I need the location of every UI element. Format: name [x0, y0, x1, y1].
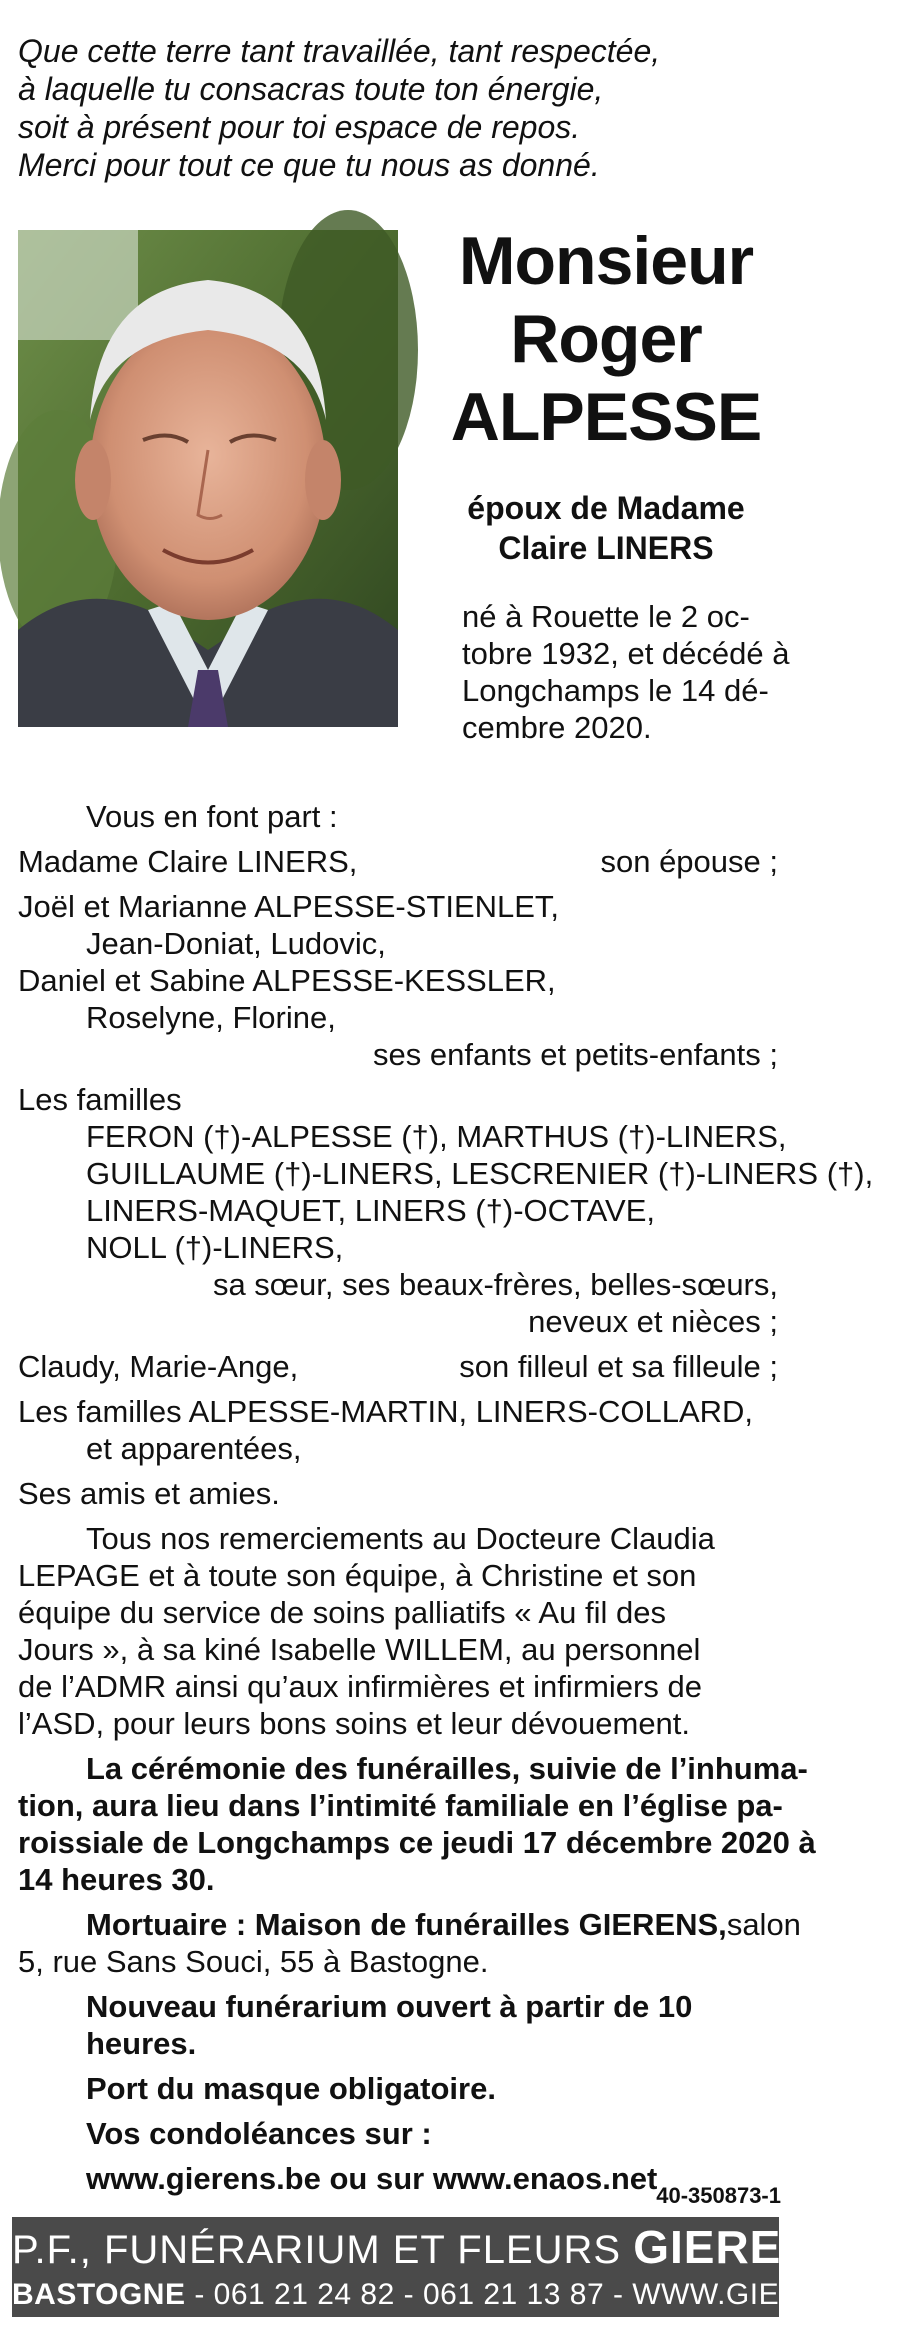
- ceremony-line: roissiale de Longchamps ce jeudi 17 décembre 2020 à: [18, 1825, 816, 1860]
- birth-line: Longchamps le 14 dé-: [462, 673, 769, 708]
- banner-brand: GIERENS: [633, 2221, 848, 2273]
- ceremony-line: 14 heures 30.: [18, 1862, 215, 1897]
- notice-line: Nouveau funérarium ouvert à partir de 10 heures.: [86, 1989, 693, 2061]
- thanks-line: équipe du service de soins palliatifs « Au fil des: [18, 1595, 666, 1630]
- family-member: Roselyne, Florine,: [86, 1000, 336, 1035]
- mortuary-paragraph: [18, 1906, 801, 1980]
- family-member: Ses amis et amies.: [18, 1476, 280, 1511]
- spouse-line: Claire LINERS: [498, 530, 714, 566]
- spouse-line: époux de Madame: [467, 490, 745, 526]
- reference-code: 40-350873-1: [656, 2183, 781, 2208]
- thanks-line: Jours », à sa kiné Isabelle WILLEM, au personnel: [18, 1632, 701, 1667]
- family-member: LINERS-MAQUET, LINERS (†)-OCTAVE,: [86, 1193, 655, 1228]
- family-member: et apparentées,: [86, 1431, 302, 1466]
- mortuary-text: salon: [726, 1907, 801, 1942]
- family-member: Les familles: [18, 1082, 182, 1117]
- family-member: GUILLAUME (†)-LINERS, LESCRENIER (†)-LINERS (†),: [86, 1156, 874, 1191]
- family-member: Daniel et Sabine ALPESSE-KESSLER,: [18, 963, 556, 998]
- thanks-line: de l’ADMR ainsi qu’aux infirmières et infirmiers de: [18, 1669, 702, 1704]
- family-member: Les familles ALPESSE-MARTIN, LINERS-COLLARD,: [18, 1394, 754, 1429]
- banner-prefix: P.F., FUNÉRARIUM ET FLEURS: [12, 2228, 622, 2272]
- birth-line: tobre 1932, et décédé à: [462, 636, 790, 671]
- thanks-line: Tous nos remerciements au Docteure Claudia: [86, 1521, 715, 1556]
- thanks-line: l’ASD, pour leurs bons soins et leur dévouement.: [18, 1706, 691, 1741]
- family-member: Joël et Marianne ALPESSE-STIENLET,: [18, 889, 560, 924]
- name-line: ALPESSE: [450, 379, 762, 455]
- banner-line-1: [12, 2221, 848, 2276]
- announcement-body: [18, 798, 874, 2197]
- ceremony-line: tion, aura lieu dans l’intimité familiale en l’église pa-: [18, 1788, 783, 1823]
- poem-line: à laquelle tu consacras toute ton énergie,: [18, 71, 604, 107]
- banner-contact[interactable]: - 061 21 24 82 - 061 21 13 87 - WWW.GIERENS.BE: [194, 2278, 914, 2311]
- poem-line: Merci pour tout ce que tu nous as donné.: [18, 147, 600, 183]
- family-entry: [18, 843, 778, 880]
- family-role: ses enfants et petits-enfants ;: [373, 1037, 778, 1072]
- family-member: FERON (†)-ALPESSE (†), MARTHUS (†)-LINERS,: [86, 1119, 787, 1154]
- portrait-photo: [18, 230, 398, 727]
- family-member: NOLL (†)-LINERS,: [86, 1230, 344, 1265]
- thanks-line: LEPAGE et à toute son équipe, à Christine et son: [18, 1558, 697, 1593]
- birth-line: cembre 2020.: [462, 710, 652, 745]
- poem: [18, 32, 778, 184]
- family-role: son filleul et sa filleule ;: [459, 1349, 778, 1384]
- family-entry: [18, 1348, 778, 1385]
- funeral-home-banner: [12, 2217, 914, 2317]
- notice-line: Vos condoléances sur :: [86, 2116, 432, 2151]
- spouse-info: [420, 488, 792, 568]
- ceremony-paragraph: [18, 1750, 816, 1898]
- family-role: neveux et nièces ;: [528, 1304, 778, 1339]
- banner-city: BASTOGNE: [12, 2278, 186, 2311]
- family-member: Claudy, Marie-Ange,: [18, 1349, 299, 1384]
- banner-line-2: [12, 2276, 914, 2314]
- ceremony-line: La cérémonie des funérailles, suivie de l’inhuma-: [86, 1751, 808, 1786]
- deceased-name: [430, 222, 782, 456]
- condolences-link[interactable]: www.gierens.be ou sur www.enaos.net: [86, 2161, 658, 2196]
- thanks-paragraph: [18, 1520, 778, 1742]
- family-member: Jean-Doniat, Ludovic,: [86, 926, 386, 961]
- notice-line: Port du masque obligatoire.: [86, 2071, 496, 2106]
- mortuary-title: Mortuaire : Maison de funérailles GIERENS,: [86, 1907, 727, 1942]
- intro-text: Vous en font part :: [86, 799, 338, 834]
- family-member: Madame Claire LINERS,: [18, 844, 358, 879]
- family-role: sa sœur, ses beaux-frères, belles-sœurs,: [212, 1267, 778, 1302]
- poem-line: Que cette terre tant travaillée, tant respectée,: [18, 33, 661, 69]
- mortuary-line: [18, 1906, 801, 1943]
- name-line: Monsieur: [458, 223, 754, 299]
- mortuary-address: 5, rue Sans Souci, 55 à Bastogne.: [18, 1944, 489, 1979]
- birth-death-info: [462, 598, 790, 746]
- family-role: son épouse ;: [600, 844, 778, 879]
- birth-line: né à Rouette le 2 oc-: [462, 599, 750, 634]
- poem-line: soit à présent pour toi espace de repos.: [18, 109, 581, 145]
- name-line: Roger: [510, 301, 702, 377]
